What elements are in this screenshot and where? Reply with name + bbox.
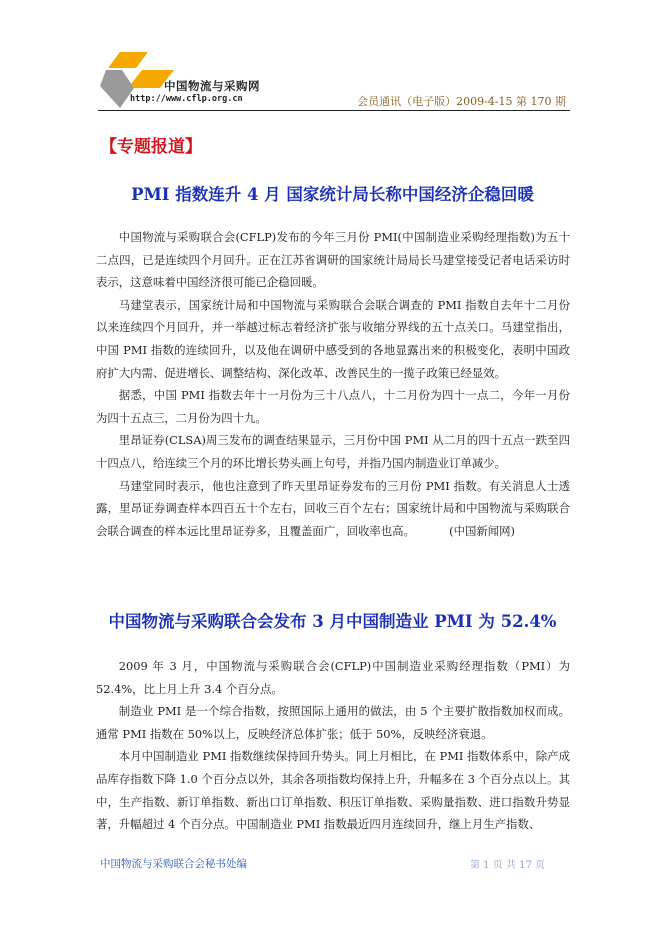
paragraph: 本月中国制造业 PMI 指数继续保持回升势头。同上月相比，在 PMI 指数体系中，除产成品库存指数下降 1.0 个百分点以外，其余各项指数均保持上升，升幅多在 3 个百分点以上。其中，生产指数、新订单指数、新出口订单指数、积压订单指数、采购量指数、进口指数升势显著，升幅超过 4 个百分点。中国制造业 PMI 指数最近四月连续回升，继上月生产指数、 bbox=[96, 749, 570, 832]
footer-publisher: 中国物流与采购联合会秘书处编 bbox=[100, 858, 247, 870]
paragraph: 马建堂表示，国家统计局和中国物流与采购联合会联合调查的 PMI 指数自去年十二月份以来连续四个月回升，并一举越过标志着经济扩张与收缩分界线的五十点关口。马建堂指出，中国 PMI 指数的连续回升，以及他在调研中感受到的各地显露出来的积极变化，表明中国政府扩大内需、促进增长、调整结构、深化改革、改善民生的一揽子政策已经显效。 bbox=[96, 297, 570, 380]
paragraph-text: 马建堂同时表示，他也注意到了昨天里昂证券发布的三月份 PMI 指数。有关消息人士透露，里昂证券调查样本四百五十个左右，回收三百个左右；国家统计局和中国物流与采购联合会联合调查的样本远比里昂证券多，且覆盖面广，回收率也高。 bbox=[96, 478, 570, 538]
article-title: PMI 指数连升 4 月 国家统计局长称中国经济企稳回暖 bbox=[131, 185, 534, 204]
paragraph: 里昂证券(CLSA)周三发布的调查结果显示，三月份中国 PMI 从二月的四十五点一跌至四十四点八，给连续三个月的环比增长势头画上句号，并指乃国内制造业订单减少。 bbox=[96, 433, 570, 470]
article-title: 中国物流与采购联合会发布 3 月中国制造业 PMI 为 52.4% bbox=[108, 612, 557, 631]
header-divider bbox=[98, 110, 570, 111]
paragraph: 中国物流与采购联合会(CFLP)发布的今年三月份 PMI(中国制造业采购经理指数)为五十二点四，已是连续四个月回升。正在江苏省调研的国家统计局局长马建堂接受记者电话采访时表示，这意味着中国经济很可能已企稳回暖。 bbox=[96, 230, 570, 290]
article-body bbox=[96, 226, 570, 542]
paragraph: 据悉，中国 PMI 指数去年十一月份为三十八点八，十二月份为四十一点二，今年一月份为四十五点三，二月份为四十九。 bbox=[96, 388, 570, 425]
article-source: (中国新闻网) bbox=[449, 523, 515, 538]
issue-info: 会员通讯（电子版）2009-4-15 第 170 期 bbox=[357, 95, 566, 108]
section-tag: 【专题报道】 bbox=[100, 137, 202, 157]
paragraph: 2009 年 3 月，中国物流与采购联合会(CFLP)中国制造业采购经理指数（PMI）为 52.4%，比上月上升 3.4 个百分点。 bbox=[96, 659, 570, 696]
logo-name: 中国物流与采购网 bbox=[164, 79, 260, 93]
paragraph: 制造业 PMI 是一个综合指数，按照国际上通用的做法，由 5 个主要扩散指数加权而成。通常 PMI 指数在 50%以上，反映经济总体扩张；低于 50%，反映经济衰退。 bbox=[96, 704, 570, 741]
article-body bbox=[96, 655, 570, 836]
paragraph bbox=[96, 475, 570, 543]
logo-url[interactable]: http://www.cflp.org.cn bbox=[130, 94, 243, 104]
page-number: 第 1 页 共 17 页 bbox=[470, 860, 545, 871]
